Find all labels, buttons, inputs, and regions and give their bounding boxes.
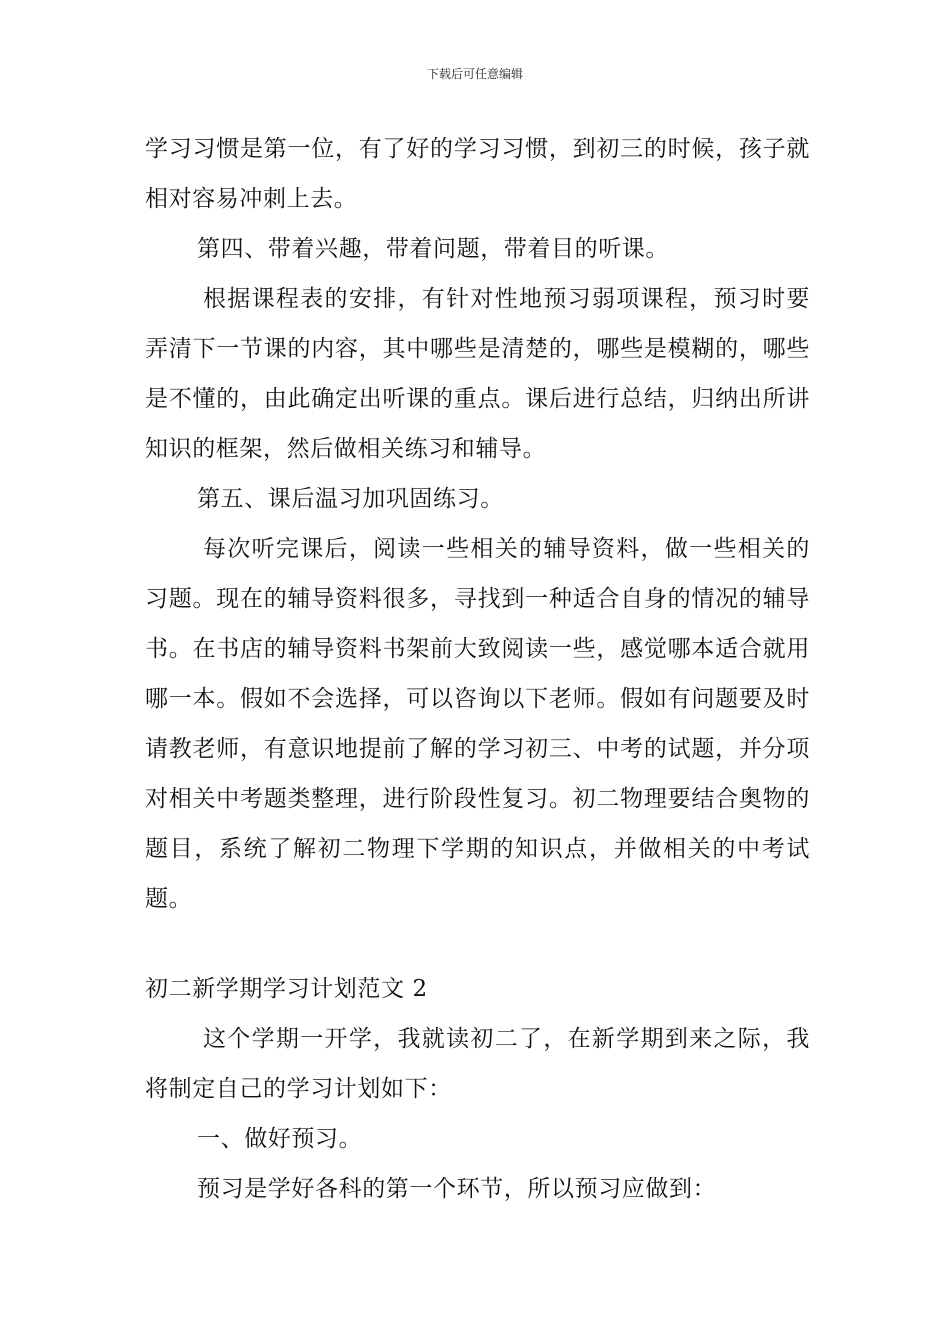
paragraph-point-four: 第四、带着兴趣，带着问题，带着目的听课。 [197, 236, 669, 262]
paragraph-preview-requirements: 预习是学好各科的第一个环节，所以预习应做到： [197, 1176, 717, 1202]
page-header-note: 下载后可任意编辑 [426, 67, 523, 81]
document-body [145, 124, 810, 1214]
paragraph-new-semester: 这个学期一开学，我就读初二了，在新学期到来之际，我将制定自己的学习计划如下： [145, 1026, 810, 1102]
paragraph-review-practice: 每次听完课后，阅读一些相关的辅导资料，做一些相关的习题。现在的辅导资料很多，寻找到一种适合自身的情况的辅导书。在书店的辅导资料书架前大致阅读一些，感觉哪本适合就用哪一本。假如不会选择，可以咨询以下老师。假如有问题要及时请教老师，有意识地提前了解的学习初三、中考的试题，并分项对相关中考题类整理，进行阶段性复习。初二物理要结合奥物的题目，系统了解初二物理下学期的知识点，并做相关的中考试题。 [145, 536, 810, 912]
paragraph-point-one: 一、做好预习。 [197, 1126, 363, 1152]
paragraph-habits: 学习习惯是第一位，有了好的学习习惯，到初三的时候，孩子就相对容易冲刺上去。 [145, 136, 810, 212]
section-title: 初二新学期学习计划范文 2 [145, 976, 428, 1002]
paragraph-point-five: 第五、课后温习加巩固练习。 [197, 486, 504, 512]
paragraph-preview-weak-subjects: 根据课程表的安排，有针对性地预习弱项课程，预习时要弄清下一节课的内容，其中哪些是清楚的，哪些是模糊的，哪些是不懂的，由此确定出听课的重点。课后进行总结，归纳出所讲知识的框架，然后做相关练习和辅导。 [145, 286, 810, 462]
